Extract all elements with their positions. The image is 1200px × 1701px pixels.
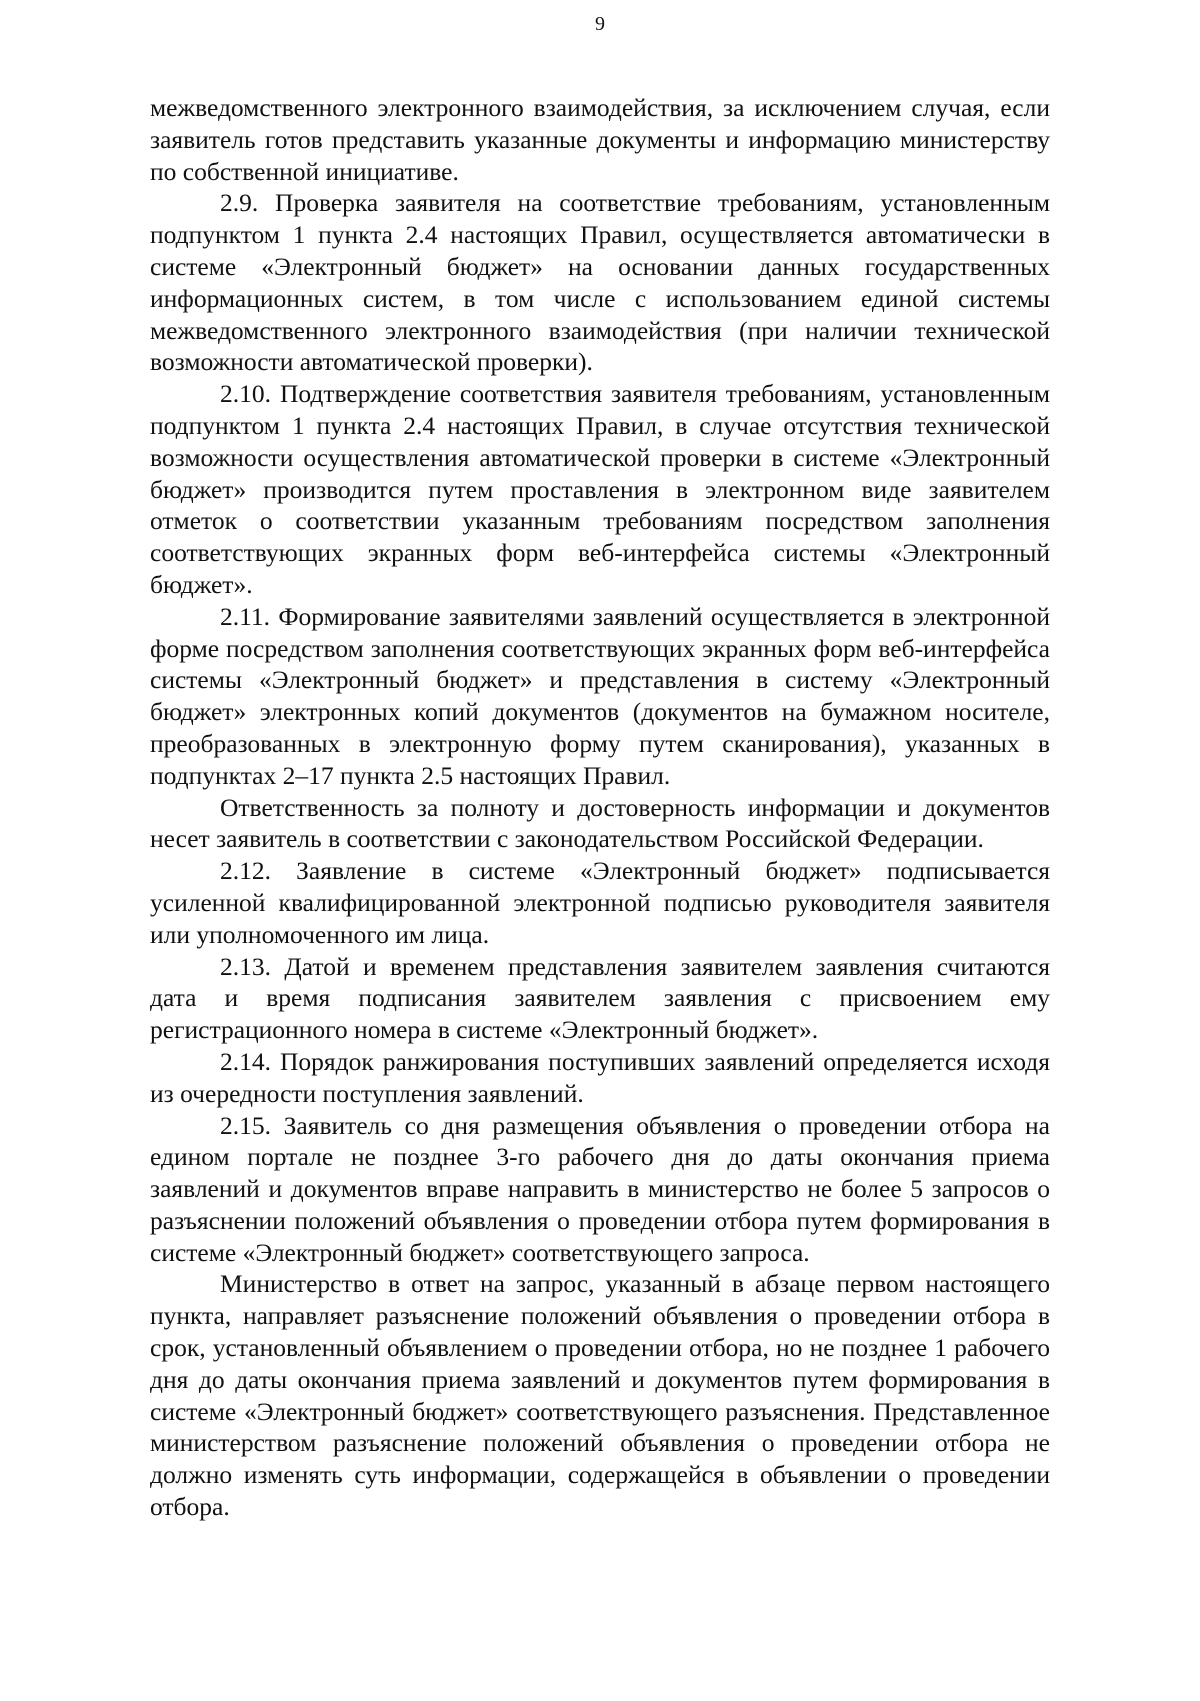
page-number: 9 xyxy=(595,13,605,35)
paragraph-ministry-response: Министерство в ответ на запрос, указанный в абзаце первом настоящего пункта, направляет разъяснение положений объявления о проведении отбора в срок, установленный объявлением о проведении отбора, но не позднее 1 рабочего дня до даты окончания приема заявлений и документов путем формирования в системе «Электронный бюджет» соответствующего разъяснения. Представленное министерством разъяснение положений объявления о проведении отбора не должно изменять суть информации, содержащейся в объявлении о проведении отбора. xyxy=(150,1269,1050,1522)
paragraph-2-13: 2.13. Датой и временем представления заявителем заявления считаются дата и время подписания заявителем заявления с присвоением ему регистрационного номера в системе «Электронный бюджет». xyxy=(150,951,1050,1045)
paragraph-2-15: 2.15. Заявитель со дня размещения объявления о проведении отбора на едином портале не позднее 3-го рабочего дня до даты окончания приема заявлений и документов вправе направить в министерство не более 5 запросов о разъяснении положений объявления о проведении отбора путем формирования в системе «Электронный бюджет» соответствующего запроса. xyxy=(150,1110,1050,1267)
document-body xyxy=(150,92,1050,1523)
paragraph-continuation: межведомственного электронного взаимодействия, за исключением случая, если заявитель готов представить указанные документы и информацию министерству по собственной инициативе. xyxy=(150,93,1050,186)
paragraph-2-12: 2.12. Заявление в системе «Электронный бюджет» подписывается усиленной квалифицированной электронной подписью руководителя заявителя или уполномоченного им лица. xyxy=(150,856,1050,949)
paragraph-2-14: 2.14. Порядок ранжирования поступивших заявлений определяется исходя из очередности поступления заявлений. xyxy=(150,1046,1050,1108)
paragraph-2-9: 2.9. Проверка заявителя на соответствие требованиям, установленным подпунктом 1 пункта 2.4 настоящих Правил, осуществляется автоматически в системе «Электронный бюджет» на основании данных государственных информационных систем, в том числе с использованием единой системы межведомственного электронного взаимодействия (при наличии технической возможности автоматической проверки). xyxy=(150,188,1050,377)
paragraph-responsibility: Ответственность за полноту и достоверность информации и документов несет заявитель в соответствии с законодательством Российской Федерации. xyxy=(150,792,1050,854)
paragraph-2-11: 2.11. Формирование заявителями заявлений осуществляется в электронной форме посредством заполнения соответствующих экранных форм веб-интерфейса системы «Электронный бюджет» и представления в систему «Электронный бюджет» электронных копий документов (документов на бумажном носителе, преобразованных в электронную форму путем сканирования), указанных в подпунктах 2–17 пункта 2.5 настоящих Правил. xyxy=(150,601,1050,790)
paragraph-2-10: 2.10. Подтверждение соответствия заявителя требованиям, установленным подпунктом 1 пункта 2.4 настоящих Правил, в случае отсутствия технической возможности осуществления автоматической проверки в системе «Электронный бюджет» производится путем проставления в электронном виде заявителем отметок о соответствии указанным требованиям посредством заполнения соответствующих экранных форм веб-интерфейса системы «Электронный бюджет». xyxy=(150,379,1050,599)
